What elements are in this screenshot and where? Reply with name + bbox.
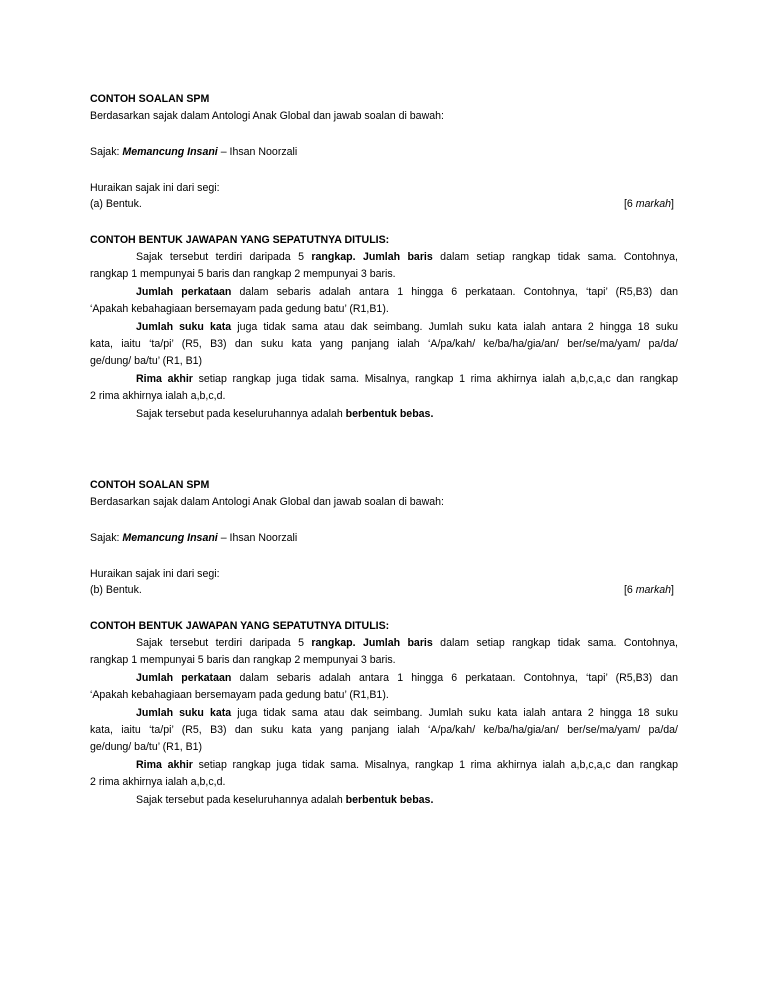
answer-line: ‘Apakah kebahagiaan bersemayam pada gedung batu’ (R1,B1). xyxy=(90,303,389,315)
question-item xyxy=(90,198,678,211)
question-item xyxy=(90,584,678,597)
answer-heading: CONTOH BENTUK JAWAPAN YANG SEPATUTNYA DITULIS: xyxy=(90,620,390,632)
instruction-text: Berdasarkan sajak dalam Antologi Anak Global dan jawab soalan di bawah: xyxy=(90,496,444,508)
sajak-line xyxy=(90,146,678,159)
answer-line: 2 rima akhirnya ialah a,b,c,d. xyxy=(90,390,226,402)
sajak-title: Memancung Insani xyxy=(122,146,218,158)
answer-line: Sajak tersebut terdiri daripada 5 rangkap. Jumlah baris dalam setiap rangkap tidak sama. Contohnya, xyxy=(136,637,679,649)
answer-line: Rima akhir setiap rangkap juga tidak sama. Misalnya, rangkap 1 rima akhirnya ialah a,b,c,a,c dan rangkap xyxy=(136,759,678,771)
answer-line: Jumlah perkataan dalam sebaris adalah antara 1 hingga 6 perkataan. Contohnya, ‘tapi’ (R5,B3) dan xyxy=(136,286,678,298)
sajak-label: Sajak: xyxy=(90,146,123,158)
block-heading: CONTOH SOALAN SPM xyxy=(90,479,210,491)
block-heading: CONTOH SOALAN SPM xyxy=(90,93,210,105)
answer-line: ‘Apakah kebahagiaan bersemayam pada gedung batu’ (R1,B1). xyxy=(90,689,389,701)
answer-line: Sajak tersebut pada keseluruhannya adalah berbentuk bebas. xyxy=(136,794,434,806)
answer-line: kata, iaitu ‘ta/pi’ (R5, B3) dan suku kata yang panjang ialah ‘A/pa/kah/ ke/ba/ha/gia/an/ ber/se/ma/yam/ pa/da/ xyxy=(90,724,678,736)
answer-line: kata, iaitu ‘ta/pi’ (R5, B3) dan suku kata yang panjang ialah ‘A/pa/kah/ ke/ba/ha/gia/an/ ber/se/ma/yam/ pa/da/ xyxy=(90,338,678,350)
sajak-label: Sajak: xyxy=(90,532,123,544)
answer-line: 2 rima akhirnya ialah a,b,c,d. xyxy=(90,776,226,788)
answer-line: Rima akhir setiap rangkap juga tidak sama. Misalnya, rangkap 1 rima akhirnya ialah a,b,c,a,c dan rangkap xyxy=(136,373,678,385)
answer-line: Sajak tersebut pada keseluruhannya adalah berbentuk bebas. xyxy=(136,408,434,420)
answer-heading: CONTOH BENTUK JAWAPAN YANG SEPATUTNYA DITULIS: xyxy=(90,234,390,246)
answer-line: ge/dung/ ba/tu’ (R1, B1) xyxy=(90,741,203,753)
answer-line: ge/dung/ ba/tu’ (R1, B1) xyxy=(90,355,203,367)
instruction-text: Berdasarkan sajak dalam Antologi Anak Global dan jawab soalan di bawah: xyxy=(90,110,444,122)
sajak-title: Memancung Insani xyxy=(122,532,218,544)
prompt-text: Huraikan sajak ini dari segi: xyxy=(90,182,220,194)
answer-line: Jumlah suku kata juga tidak sama atau dak seimbang. Jumlah suku kata ialah antara 2 hingga 18 suku xyxy=(136,707,679,719)
item-label: (a) Bentuk. xyxy=(90,198,142,210)
prompt-text: Huraikan sajak ini dari segi: xyxy=(90,568,220,580)
sajak-line xyxy=(90,532,678,545)
sajak-author: – Ihsan Noorzali xyxy=(217,146,298,158)
answer-line: rangkap 1 mempunyai 5 baris dan rangkap 2 mempunyai 3 baris. xyxy=(90,268,396,280)
sajak-author: – Ihsan Noorzali xyxy=(217,532,298,544)
item-label: (b) Bentuk. xyxy=(90,584,142,596)
answer-line: Sajak tersebut terdiri daripada 5 rangkap. Jumlah baris dalam setiap rangkap tidak sama. Contohnya, xyxy=(136,251,679,263)
marks-label: [6 markah] xyxy=(623,198,674,210)
answer-line: Jumlah perkataan dalam sebaris adalah antara 1 hingga 6 perkataan. Contohnya, ‘tapi’ (R5,B3) dan xyxy=(136,672,678,684)
answer-line: rangkap 1 mempunyai 5 baris dan rangkap 2 mempunyai 3 baris. xyxy=(90,654,396,666)
marks-label: [6 markah] xyxy=(623,584,674,596)
answer-line: Jumlah suku kata juga tidak sama atau dak seimbang. Jumlah suku kata ialah antara 2 hingga 18 suku xyxy=(136,321,679,333)
